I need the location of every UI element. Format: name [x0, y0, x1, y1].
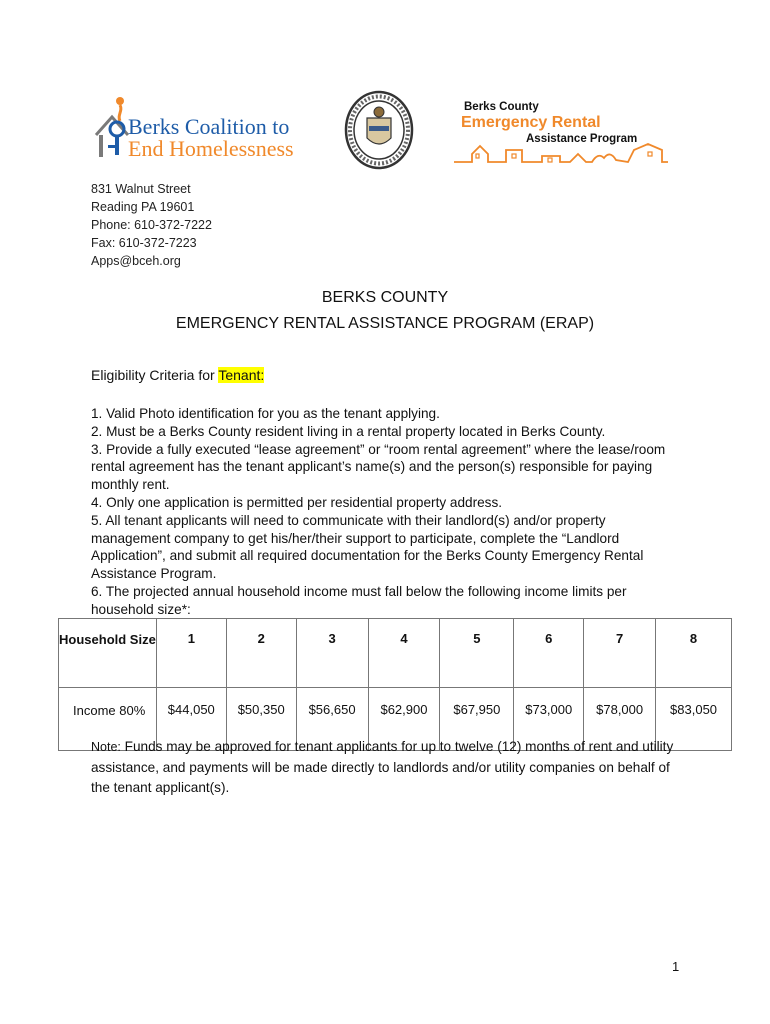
size-cell: 2 [226, 619, 296, 688]
document-title-line1: BERKS COUNTY [321, 289, 449, 306]
income-row-label: Income 80% [59, 688, 157, 751]
contact-block [91, 180, 212, 270]
eligibility-prefix: Eligibility Criteria for [91, 367, 219, 383]
criteria-list [91, 405, 681, 619]
size-cell: 3 [296, 619, 368, 688]
table-header-row [59, 619, 732, 688]
criteria-item: 1. Valid Photo identification for you as the tenant applying. [91, 406, 440, 421]
size-cell: 8 [656, 619, 732, 688]
county-seal [343, 90, 415, 170]
note-label: Note: [91, 740, 121, 754]
bceh-logo [90, 95, 295, 160]
size-cell: 7 [584, 619, 656, 688]
income-cell: $73,000 [514, 688, 584, 751]
income-cell: $62,900 [368, 688, 440, 751]
erap-logo-line1: Berks County [464, 101, 539, 113]
income-cell: $50,350 [226, 688, 296, 751]
note-text: Funds may be approved for tenant applicants for up to twelve (12) months of rent and utility assistance, and payments will be made directly to landlords and/or utility companies on behalf of the tenant applicant(s). [91, 739, 674, 795]
criteria-item: 6. The projected annual household income must fall below the following income limits per household size*: [91, 583, 627, 617]
contact-phone: Phone: 610-372-7222 [91, 218, 212, 232]
income-cell: $56,650 [296, 688, 368, 751]
contact-fax: Fax: 610-372-7223 [91, 236, 197, 250]
size-cell: 1 [156, 619, 226, 688]
erap-logo-line3: Assistance Program [526, 133, 638, 145]
criteria-item: 5. All tenant applicants will need to communicate with their landlord(s) and/or property management company to get his/her/their support to participate, complete the “Landlord Application”, and submit all required documentation for the Berks County Emergency Rental Assistance Program. [91, 512, 644, 582]
page-number: 1 [672, 959, 680, 974]
income-cell: $78,000 [584, 688, 656, 751]
erap-logo [452, 96, 670, 166]
income-cell: $83,050 [656, 688, 732, 751]
income-limits-table [58, 618, 732, 751]
size-cell: 5 [440, 619, 514, 688]
size-cell: 4 [368, 619, 440, 688]
contact-email[interactable]: Apps@bceh.org [91, 254, 181, 268]
eligibility-heading [91, 367, 264, 383]
document-title-line2: EMERGENCY RENTAL ASSISTANCE PROGRAM (ERAP) [175, 315, 595, 332]
bceh-logo-line1: Berks Coalition to [128, 114, 290, 139]
criteria-item: 2. Must be a Berks County resident living in a rental property located in Berks County. [91, 423, 606, 439]
income-cell: $44,050 [156, 688, 226, 751]
note-paragraph [91, 737, 691, 799]
logo-row [0, 90, 770, 170]
contact-city: Reading PA 19601 [91, 200, 195, 214]
criteria-item: 4. Only one application is permitted per residential property address. [91, 494, 503, 510]
size-cell: 6 [514, 619, 584, 688]
contact-street: 831 Walnut Street [91, 182, 191, 196]
eligibility-highlight: Tenant: [218, 367, 265, 383]
criteria-item: 3. Provide a fully executed “lease agreement” or “room rental agreement” where the lease/room rental agreement has the tenant applicant’s name(s) and the person(s) responsible for paying monthly rent. [91, 441, 666, 493]
household-size-header: Household Size [59, 619, 157, 688]
income-cell: $67,950 [440, 688, 514, 751]
skyline-icon [454, 144, 668, 162]
erap-logo-line2: Emergency Rental [461, 114, 601, 131]
bceh-logo-line2: End Homelessness [128, 136, 294, 160]
